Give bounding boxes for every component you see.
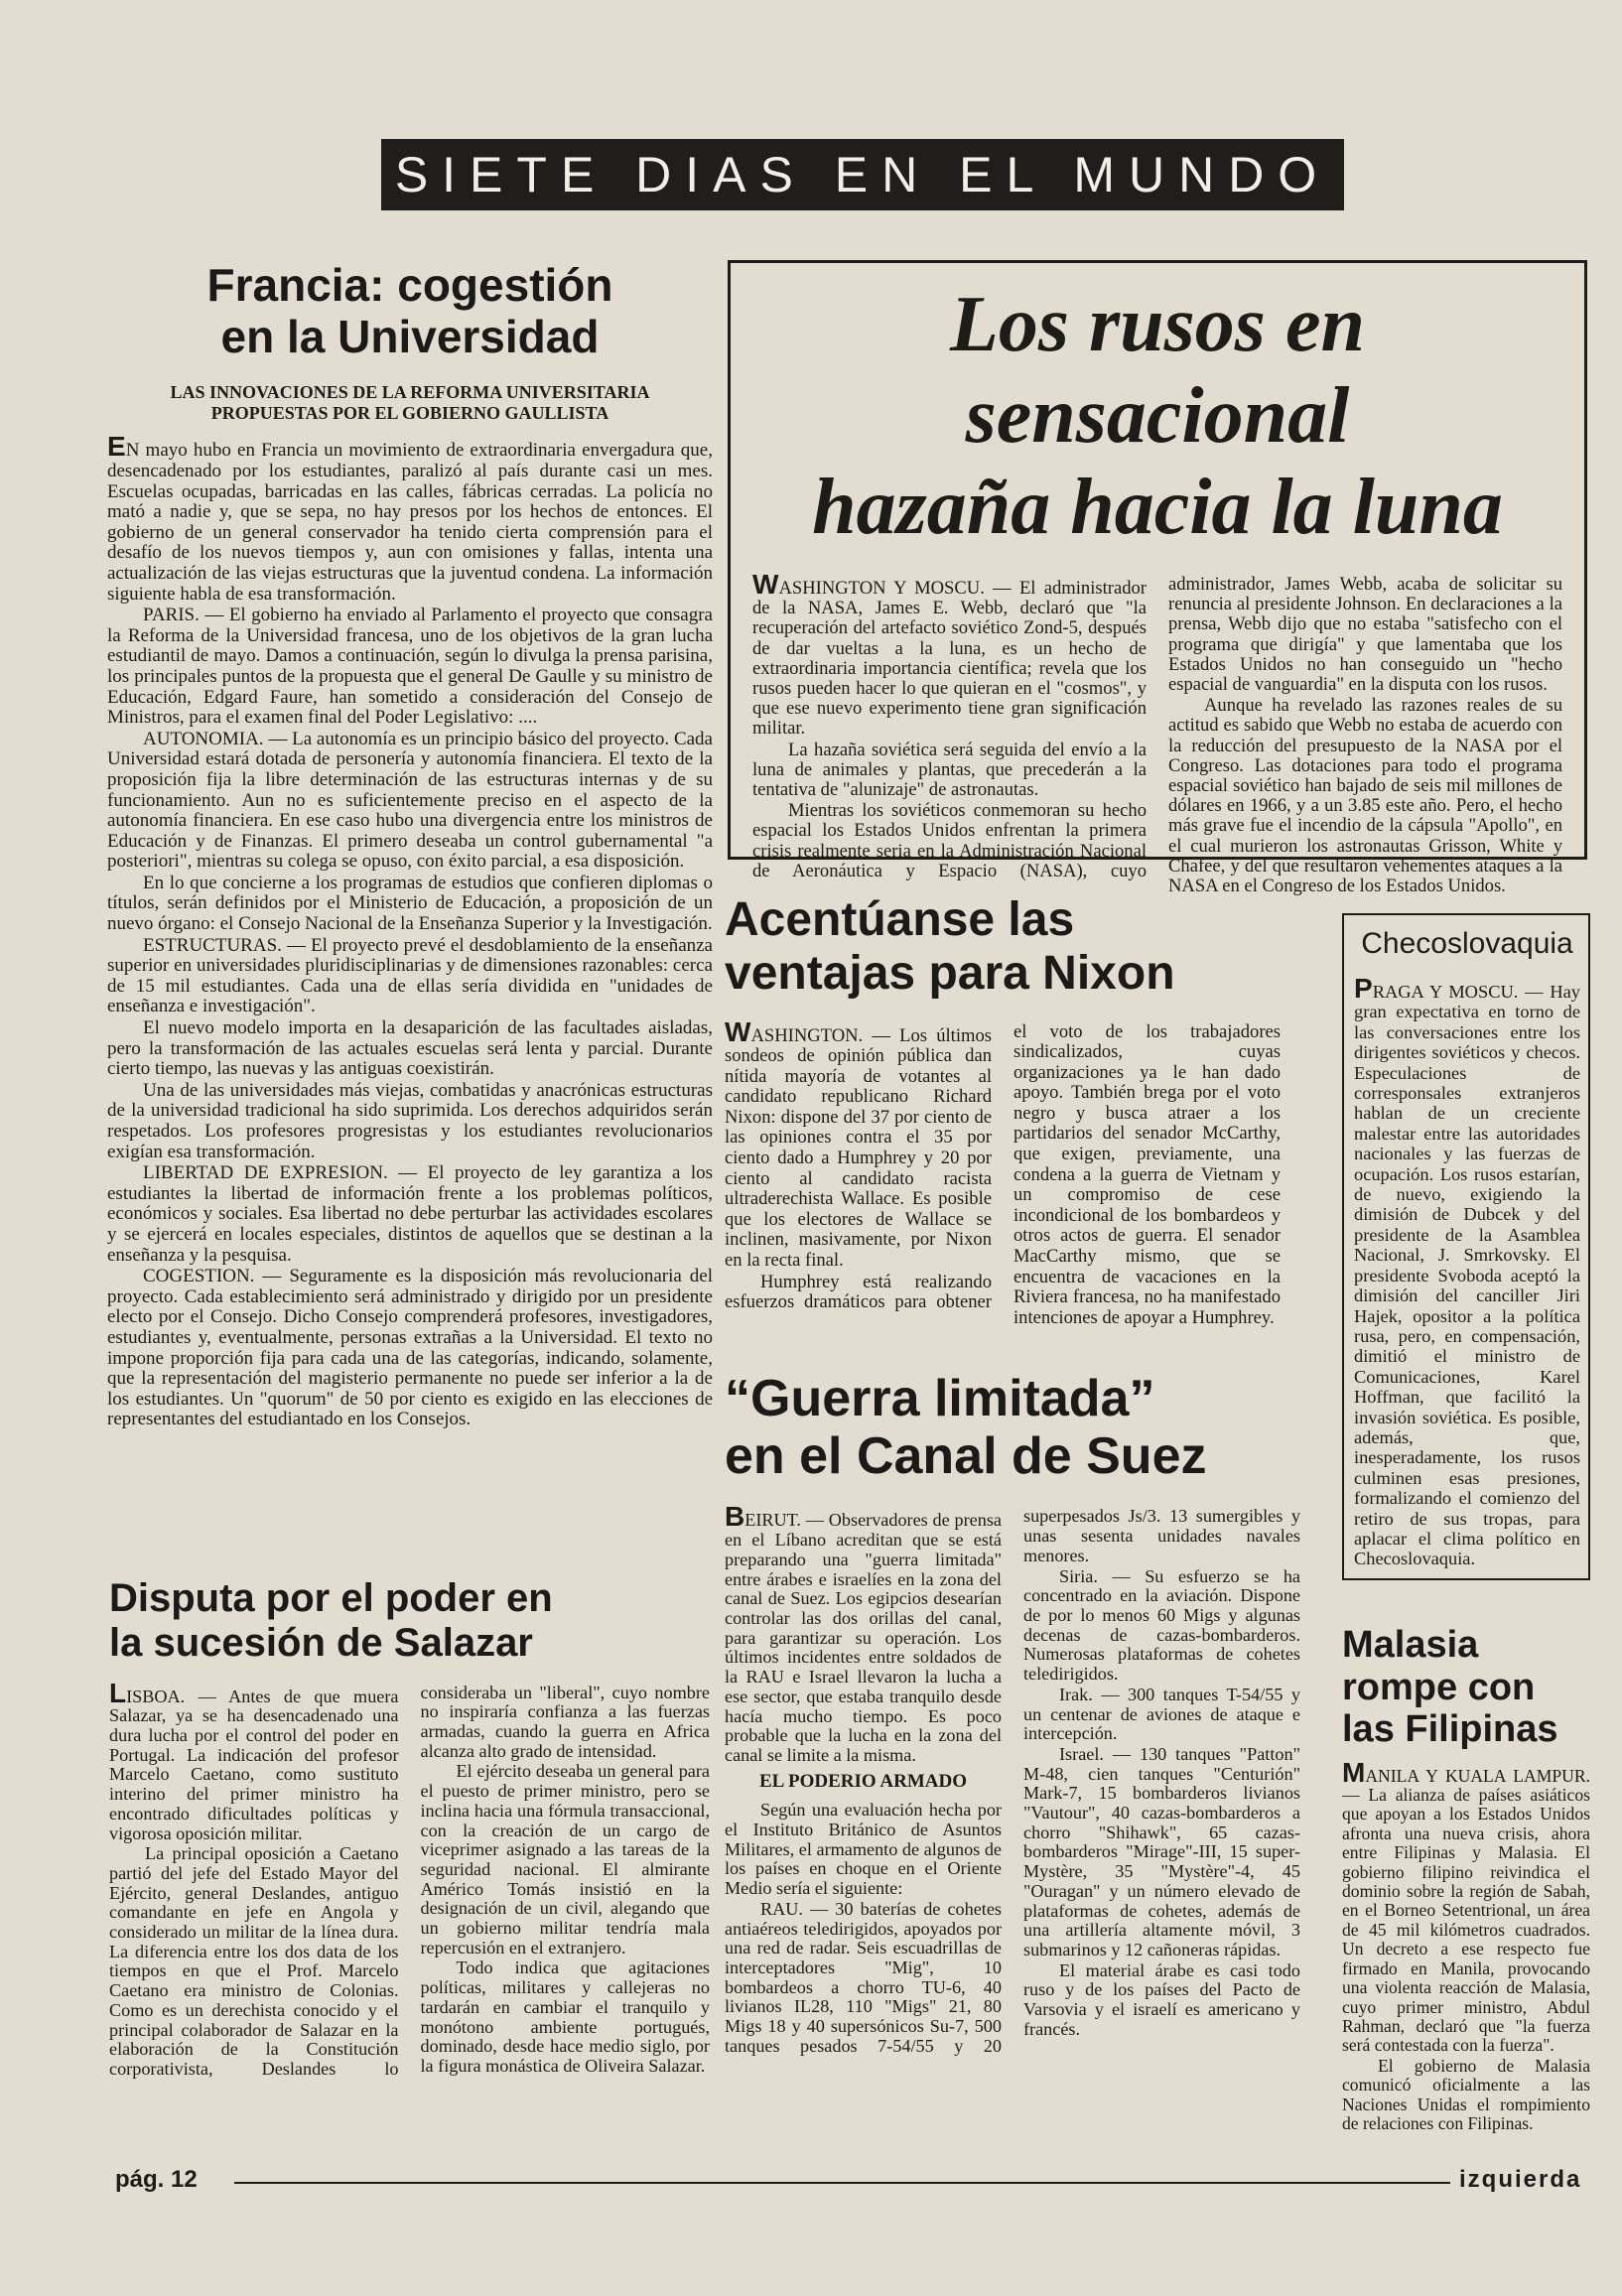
paragraph: El material árabe es casi todo ruso y de los países del Pacto de Varsovia y el israelí es americano y francés. <box>1023 1959 1300 2039</box>
headline-suez-2: en el Canal de Suez <box>725 1427 1207 1486</box>
body-malasia <box>1342 1756 1590 2134</box>
headline-rusos-1: Los rusos en sensacional <box>950 281 1365 460</box>
article-malasia <box>1342 1624 1590 2134</box>
paragraph: RAU. — 30 baterías de cohetes antiaéreos teledirigidos, apoyados por una red de radar. Seis escuadrillas de interceptadores "Mig", 10 bombardeos a chorro TU-6, 40 livianos IL28, 110 "Migs" 21, 80 Migs 18 y 40 supersónicos Su-7, 500 tanques pesados 7-54/55 y 20 superpesados Js/3. 13 sumergibles y unas sesenta unidades navales menores. <box>725 1506 1300 2056</box>
paragraph: Mientras los soviéticos conmemoran su hecho espacial los Estados Unidos enfrentan la primera crisis realmente seria en la Administración Nacional de Aeronáutica y Espacio (NASA), cuyo administrador, James Webb, acaba de solicitar su renuncia al presidente Johnson. En declaraciones a la prensa, Webb dijo que no estaba "satisfecho con el programa que dirigía" y que lamentaba que los Estados Unidos no han conseguido un "hecho espacial de vanguardia" en la disputa con los rusos. <box>752 574 1562 881</box>
footer-rule <box>234 2182 1450 2184</box>
paragraph: PARIS. — El gobierno ha enviado al Parlamento el proyecto que consagra la Reforma de la Universidad francesa, uno de los objetivos de la gran lucha estudiantil de mayo. Damos a continuación, según lo divulga la prensa parisina, los principales puntos de la propuesta que el general De Gaulle y su ministro de Educación, Edgard Faure, han sometido a consideración del Consejo de Ministros, para el examen final del Poder Legislativo: .... <box>107 605 713 729</box>
body-checoslovaquia <box>1354 973 1580 1569</box>
paragraph: Según una evaluación hecha por el Instituto Británico de Asuntos Militares, el armamento de algunos de los países en choque en el Oriente Medio sería el siguiente: <box>725 1800 1002 1899</box>
paragraph: Israel. — 130 tanques "Patton" M-48, cien tanques "Centurión" Mark-7, 15 bombarderos livianos "Vautour", 40 cazas-bombarderos a chorro "Shihawk", 65 cazas-bombarderos "Mirage"-III, 15 super-Mystère, 35 "Mystère"-4, 45 "Ouragan" y un número elevado de plataformas de cohetes, además de una artillería altamente móvil, 3 submarinos y 12 cañoneras rápidas. <box>1023 1743 1300 1959</box>
paragraph: Todo indica que agitaciones políticas, militares y callejeras no tardarán en cambiar el tranquilo y monótono ambiente portugués, dominado, desde hace medio siglo, por la figura monástica de Oliveira Salazar. <box>420 1958 710 2076</box>
section-banner: SIETE DIAS EN EL MUNDO <box>381 139 1344 210</box>
dropcap: W <box>725 1015 751 1047</box>
headline-francia-1: Francia: cogestión <box>206 259 613 311</box>
headline-malasia-2: rompe con <box>1342 1666 1536 1708</box>
body-nixon <box>725 1015 1281 1329</box>
headline-malasia-1: Malasia <box>1342 1624 1479 1666</box>
paragraph: ESTRUCTURAS. — El proyecto prevé el desdoblamiento de la enseñanza superior en universidades pluridisciplinarias y de dimensiones razonables: cerca de 15 mil estudiantes. Cada una de ellas sería dividida en "unidades de enseñanza e investigación". <box>107 934 713 1017</box>
subhead-francia-2: PROPUESTAS POR EL GOBIERNO GAULLISTA <box>210 402 609 423</box>
article-suez <box>725 1370 1300 2056</box>
dropcap: E <box>107 431 126 463</box>
headline-malasia-3: las Filipinas <box>1342 1708 1558 1751</box>
article-checoslovaquia <box>1342 913 1590 1580</box>
body-francia <box>107 431 713 1430</box>
paragraph: Humphrey está realizando esfuerzos dramáticos para obtener el voto de los trabajadores sindicalizados, cuyas organizaciones ya le han dado apoyo. También brega por el voto negro y busca atraer a los partidarios del senador McCarthy, que exigen, previamente, una condena a la guerra de Vietnam y un compromiso de cese incondicional de los bombardeos y otros actos de guerra. El senador MacCarthy mismo, que se encuentra de vacaciones en la Riviera francesa, no ha manifestado intenciones de apoyar a Humphrey. <box>725 1020 1281 1328</box>
body-salazar <box>109 1677 710 2080</box>
dropcap: W <box>752 569 779 600</box>
paragraph: LISBOA. — Antes de que muera Salazar, ya se ha desencadenado una dura lucha por el control del poder en Portugal. La indicación del profesor Marcelo Caetano, como sustituto interino del primer ministro ha encontrado dificultades políticas y vigorosa oposición militar. <box>109 1677 399 1843</box>
paragraph: Aunque ha revelado las razones reales de su actitud es sabido que Webb no estaba de acuerdo con la reducción del presupuesto de la NASA por el Congreso. Las dotaciones para todo el programa espacial soviético han bajado de seis mil millones de dólares en 1966, y a un 3.85 este año. Pero, el hecho más grave fue el incendio de la cápsula "Apollo", en el cual murieron los astronautas Grisson, White y Chafee, y del que resultaron vehementes ataques a la NASA en el Congreso de los Estados Unidos. <box>1168 695 1562 897</box>
paragraph: El nuevo modelo importa en la desaparición de las facultades aisladas, pero la transformación de las actuales escuelas será lenta y parcial. Durante cierto tiempo, las nuevas y las antiguas coexistirán. <box>107 1017 713 1080</box>
paragraph: La principal oposición a Caetano partió del jefe del Estado Mayor del Ejército, general Deslandes, antiguo comandante en jefe en Angola y considerado un militar de la línea dura. La diferencia entre los dos data de los tiempos en que el Prof. Marcelo Caetano era ministro de Colonias. Como es un derechista conocido y el principal colaborador de Salazar en la elaboración de la Constitución corporativista, Deslandes lo consideraba un "liberal", cuyo nombre no inspiraría confianza a las fuerzas armadas, cuando la guerra en Africa alcanza alto grado de intensidad. <box>109 1682 710 2079</box>
headline-francia-2: en la Universidad <box>220 310 600 362</box>
paragraph: PRAGA Y MOSCU. — Hay gran expectativa en torno de las conversaciones entre los dirigentes soviéticos y checos. Especulaciones de corresponsales extranjeros hablan de un creciente malestar entre las autoridades nacionales y las fuerzas de ocupación. Los rusos estarían, de nuevo, exigiendo la dimisión de Dubcek y del presidente de la Asamblea Nacional, J. Smrkovsky. El presidente Svoboda aceptó la dimisión del canciller Jiri Hajek, opositor a la política rusa, pero, en compensación, dimitió el ministro de Comunicaciones, Karel Hoffman, que facilitó la invasión soviética. Es posible, además, que, inesperadamente, los rusos culminen esas presiones, formalizando el comienzo del retiro de sus tropas, para aplacar el clima político en Checoslovaquia. <box>1354 973 1580 1569</box>
paragraph: MANILA Y KUALA LAMPUR. — La alianza de países asiáticos que apoyan a los Estados Unidos afronta una nueva crisis, ahora entre Filipinas y Malasia. El gobierno filipino reivindica el dominio sobre la región de Sabah, en el Borneo Setentrional, un área de 45 mil kilómetros cuadrados. Un decreto a ese respecto fue firmado en Manila, provocando una violenta reacción de Malasia, cuyo primer ministro, Abdul Rahman, declaró que "la fuerza será contestada con la fuerza". <box>1342 1756 1590 2056</box>
paragraph: Una de las universidades más viejas, combatidas y anacrónicas estructuras de la universidad tradicional ha sido suprimida. Los derechos adquiridos serán respetados. Los profesores progresistas y los estudiantes revolucionarios exigían esa transformación. <box>107 1079 713 1162</box>
paragraph: EN mayo hubo en Francia un movimiento de extraordinaria envergadura que, desencadenado por los estudiantes, paralizó al país durante casi un mes. Escuelas ocupadas, barricadas en las calles, fábricas cerradas. La policía no mató a nadie y, que se sepa, no hay presos por los hechos de entonces. El gobierno de un general conservador ha tenido cierta comprensión para el desafío de los nuevos tiempos y, aun con omisiones y fallas, intenta una actualización de las viejas estructuras que la juventud condena. La información siguiente habla de esa transformación. <box>107 431 713 605</box>
body-suez <box>725 1501 1300 2056</box>
publication-name: izquierda <box>1459 2166 1582 2193</box>
headline-suez-1: “Guerra limitada” <box>725 1370 1155 1427</box>
headline-checoslovaquia: Checoslovaquia <box>1361 927 1573 960</box>
page-number: pág. 12 <box>115 2166 198 2193</box>
dropcap: L <box>109 1677 127 1708</box>
headline-nixon-1: Acentúanse las <box>725 893 1075 946</box>
article-francia <box>107 260 713 1431</box>
paragraph: El ejército deseaba un general para el puesto de primer ministro, pero se inclina hacia una fórmula transaccional, con la creación de un cargo de viceprimer asignado a las tareas de la seguridad nacional. El almirante Américo Tomás insistió en la designación de un civil, alegando que un gobierno militar tendría mala repercusión en el extranjero. <box>420 1761 710 1958</box>
article-nixon <box>725 893 1281 1328</box>
paragraph: Irak. — 300 tanques T-54/55 y un centenar de aviones de ataque e intercepción. <box>1023 1684 1300 1744</box>
paragraph: El gobierno de Malasia comunicó oficialmente a las Naciones Unidas el rompimiento de relaciones con Filipinas. <box>1342 2055 1590 2133</box>
headline-salazar-1: Disputa por el poder en <box>109 1576 553 1620</box>
paragraph: La hazaña soviética será seguida del envío a la luna de animales y plantas, que precederán a la tentativa de "alunizaje" de astronautas. <box>752 739 1147 801</box>
body-rusos <box>752 569 1562 897</box>
headline-salazar-2: la sucesión de Salazar <box>109 1620 533 1665</box>
section-title-poderio: EL PODERIO ARMADO <box>758 1770 968 1792</box>
paragraph: En lo que concierne a los programas de estudios que confieren diplomas o títulos, serán definidos por el Ministerio de Educación, a proposición de un nuevo órgano: el Consejo Nacional de la Enseñanza Superior y la Investigación. <box>107 872 713 935</box>
subhead-francia-1: LAS INNOVACIONES DE LA REFORMA UNIVERSITARIA <box>170 382 650 403</box>
paragraph: COGESTION. — Seguramente es la disposición más revolucionaria del proyecto. Cada establecimiento será administrado y dirigido por un presidente electo por el Consejo. Dicho Consejo comprenderá profesores, investigadores, estudiantes y, eventualmente, personas extrañas a la Universidad. El texto no impone proporción fija para cada una de las categorías, indicando, solamente, que la representación del magisterio permanente no puede ser inferior a la de los estudiantes. Un "quorum" de 50 por ciento es exigido en las elecciones de representantes del estudiantado en los Consejos. <box>107 1266 713 1430</box>
paragraph: BEIRUT. — Observadores de prensa en el Líbano acreditan que se está preparando una "guerra limitada" entre árabes e israelíes en la zona del canal de Suez. Los egipcios desearían controlar las dos orillas del canal, para garantizar su operación. Los últimos incidentes entre soldados de la RAU e Israel llevaron la lucha a ese sector, que estaba tranquilo desde hacía mucho tiempo. Es poco probable que la lucha en la zona del canal se limite a la misma. <box>725 1501 1002 1765</box>
paragraph: LIBERTAD DE EXPRESION. — El proyecto de ley garantiza a los estudiantes la libertad de información frente a los problemas políticos, económicos y sociales. Esa libertad no debe perturbar las actividades escolares y se ejercerá en locales especiales, distintos de aquellos que se destinan a la enseñanza y la pesquisa. <box>107 1162 713 1266</box>
dropcap: B <box>725 1501 745 1533</box>
article-salazar <box>109 1576 710 2080</box>
paragraph: WASHINGTON. — Los últimos sondeos de opinión pública dan nítida mayoría de votantes al candidato republicano Richard Nixon: dispone del 37 por ciento de las opiniones contra el 35 por ciento dado a Humphrey y 20 por ciento al candidato racista ultraderechista Wallace. Es posible que los electores de Wallace se inclinen, masivamente, por Nixon en la recta final. <box>725 1015 992 1272</box>
paragraph: AUTONOMIA. — La autonomía es un principio básico del proyecto. Cada Universidad estará dotada de personería y autonomía financiera. El texto de la proposición fija la libre determinación de las estructuras internas y de su funcionamiento. Aun no es suficientemente preciso en el aspecto de la autonomía financiera. En ese caso hubo una divergencia entre los ministros de Educación y de Finanzas. El primero deseaba un control gubernamental "a posteriori", mientras su colega se opuso, con éxito parcial, a esa disposición. <box>107 728 713 873</box>
headline-nixon-2: ventajas para Nixon <box>725 946 1175 1000</box>
headline-rusos-2: hazaña hacia la luna <box>812 464 1503 551</box>
article-rusos <box>728 260 1587 897</box>
paragraph: WASHINGTON Y MOSCU. — El administrador de la NASA, James E. Webb, declaró que "la recuperación del artefacto soviético Zond-5, después de dar vueltas a la luna, es un hecho de extraordinaria importancia científica; revela que los rusos pueden hacer lo que quieran en el "cosmos", y que ese nuevo experimento tiene gran significación militar. <box>752 569 1147 740</box>
dropcap: M <box>1342 1756 1366 1788</box>
paragraph: Siria. — Su esfuerzo se ha concentrado en la aviación. Dispone de por lo menos 60 Migs y algunas decenas de cazas-bombarderos. Numerosas plataformas de cohetes teledirigidos. <box>1023 1565 1300 1685</box>
dropcap: P <box>1354 973 1373 1004</box>
